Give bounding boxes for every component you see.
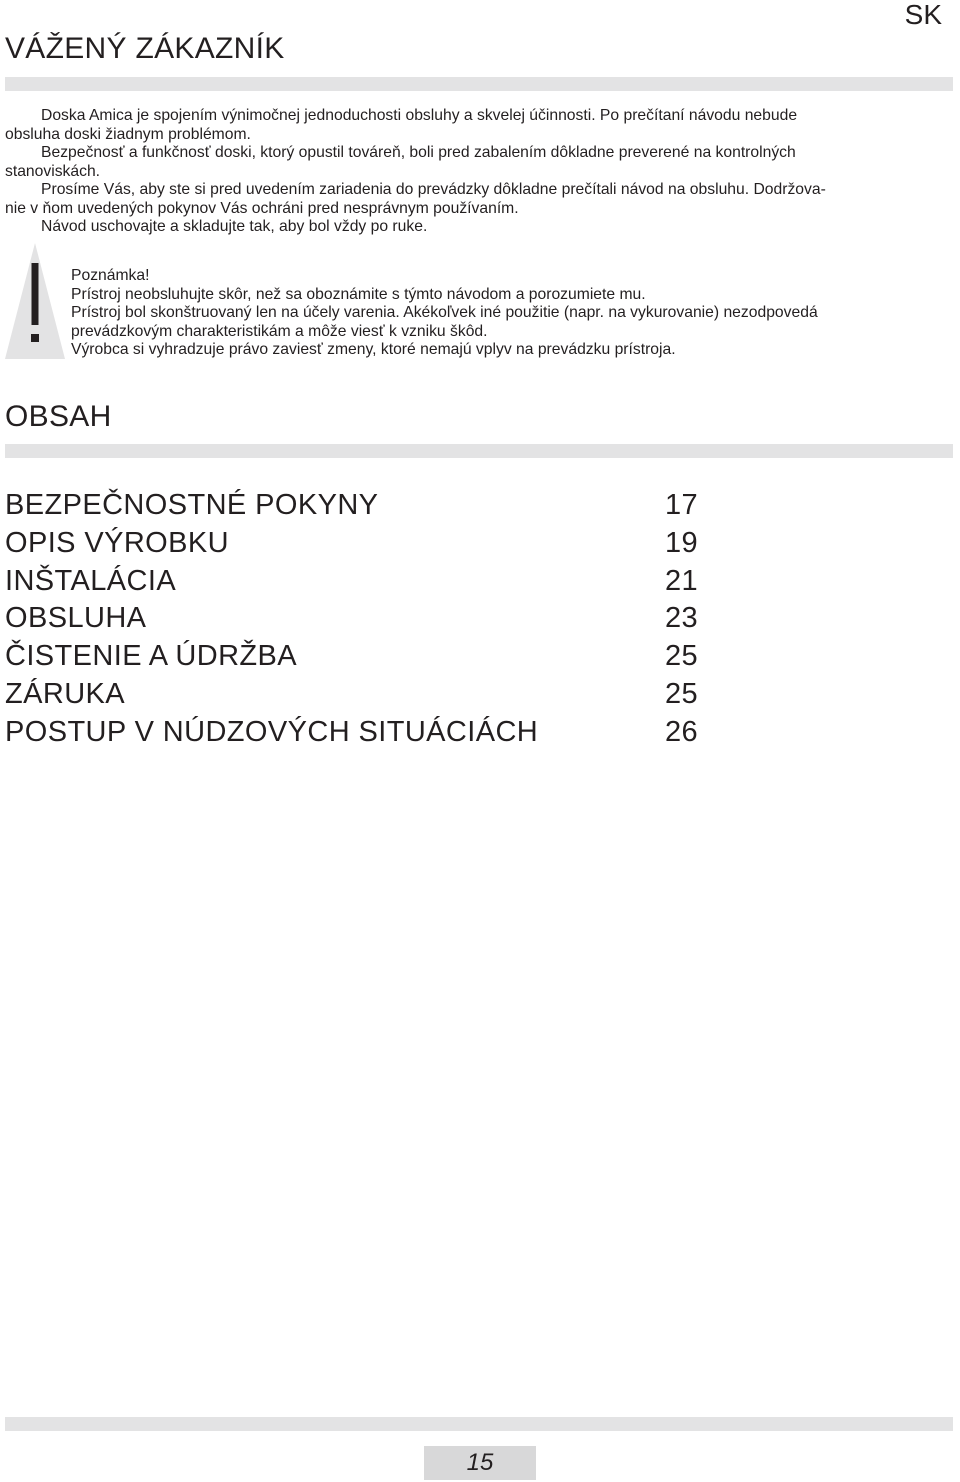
page-number-box (424, 1446, 536, 1480)
toc-entry-title: POSTUP V NÚDZOVÝCH SITUÁCIÁCH (5, 715, 539, 748)
toc-entry-title: OBSLUHA (5, 602, 147, 635)
intro-paragraph-2-line-1: Bezpečnosť a funkčnosť doski, ktorý opustil továreň, boli pred zabalením dôkladne preverené na kontrolných (41, 144, 796, 161)
intro-paragraph-3-line-2: nie v ňom uvedených pokynov Vás ochráni pred nesprávnym používaním. (5, 199, 519, 217)
intro-paragraph-1-line-1: Doska Amica je spojením výnimočnej jednoduchosti obsluhy a skvelej účinnosti. Po prečítaní návodu nebude (41, 107, 798, 124)
toc-row (5, 563, 705, 601)
intro-paragraph-1-line-2: obsluha doski žiadnym problémom. (5, 125, 251, 143)
intro-paragraph-4: Návod uschovajte a skladujte tak, aby bol vždy po ruke. (41, 218, 428, 235)
note-block (71, 267, 951, 360)
page-number: 15 (466, 1449, 494, 1476)
footer-rule (5, 1417, 953, 1431)
note-line-2a: Prístroj bol skonštruovaný len na účely varenia. Akékoľvek iné použitie (napr. na vykurovanie) nezodpovedá (71, 304, 818, 321)
toc-entry-page: 25 (665, 640, 699, 673)
toc-row (5, 714, 705, 752)
note-line-1: Prístroj neobsluhujte skôr, než sa oboznámite s týmto návodom a porozumiete mu. (71, 285, 646, 303)
toc-entry-page: 26 (665, 715, 699, 748)
toc-entry-page: 23 (665, 602, 699, 635)
intro-paragraph-2-line-2: stanoviskách. (5, 162, 101, 180)
page-title: VÁŽENÝ ZÁKAZNÍK (5, 32, 285, 65)
toc-row (5, 487, 705, 525)
toc-entry-title: BEZPEČNOSTNÉ POKYNY (5, 489, 379, 521)
intro-text (5, 107, 951, 237)
toc-row (5, 638, 705, 676)
intro-paragraph-3-line-1: Prosíme Vás, aby ste si pred uvedením zariadenia do prevádzky dôkladne prečítali návod na obsluhu. Dodržova- (41, 181, 826, 198)
language-code: SK (904, 0, 942, 30)
toc-entry-page: 21 (665, 564, 699, 597)
toc-entry-page: 19 (665, 526, 699, 559)
contents-title: OBSAH (5, 400, 112, 433)
toc-entry-title: OPIS VÝROBKU (5, 526, 229, 559)
note-line-3: Výrobca si vyhradzuje právo zaviesť zmeny, ktoré nemajú vplyv na prevádzku prístroja. (71, 341, 676, 358)
title-rule (5, 77, 953, 91)
table-of-contents (5, 487, 705, 752)
note-heading: Poznámka! (71, 267, 150, 284)
warning-triangle-icon (3, 241, 67, 361)
toc-entry-page: 25 (665, 677, 699, 710)
note-line-2b: prevádzkovým charakteristikám a môže viesť k vzniku škôd. (71, 322, 488, 340)
toc-row (5, 525, 705, 563)
toc-entry-page: 17 (665, 489, 699, 521)
toc-row (5, 676, 705, 714)
toc-entry-title: ČISTENIE A ÚDRŽBA (5, 640, 298, 673)
contents-rule (5, 444, 953, 458)
toc-entry-title: ZÁRUKA (5, 677, 126, 710)
toc-entry-title: INŠTALÁCIA (5, 564, 177, 597)
toc-row (5, 600, 705, 638)
